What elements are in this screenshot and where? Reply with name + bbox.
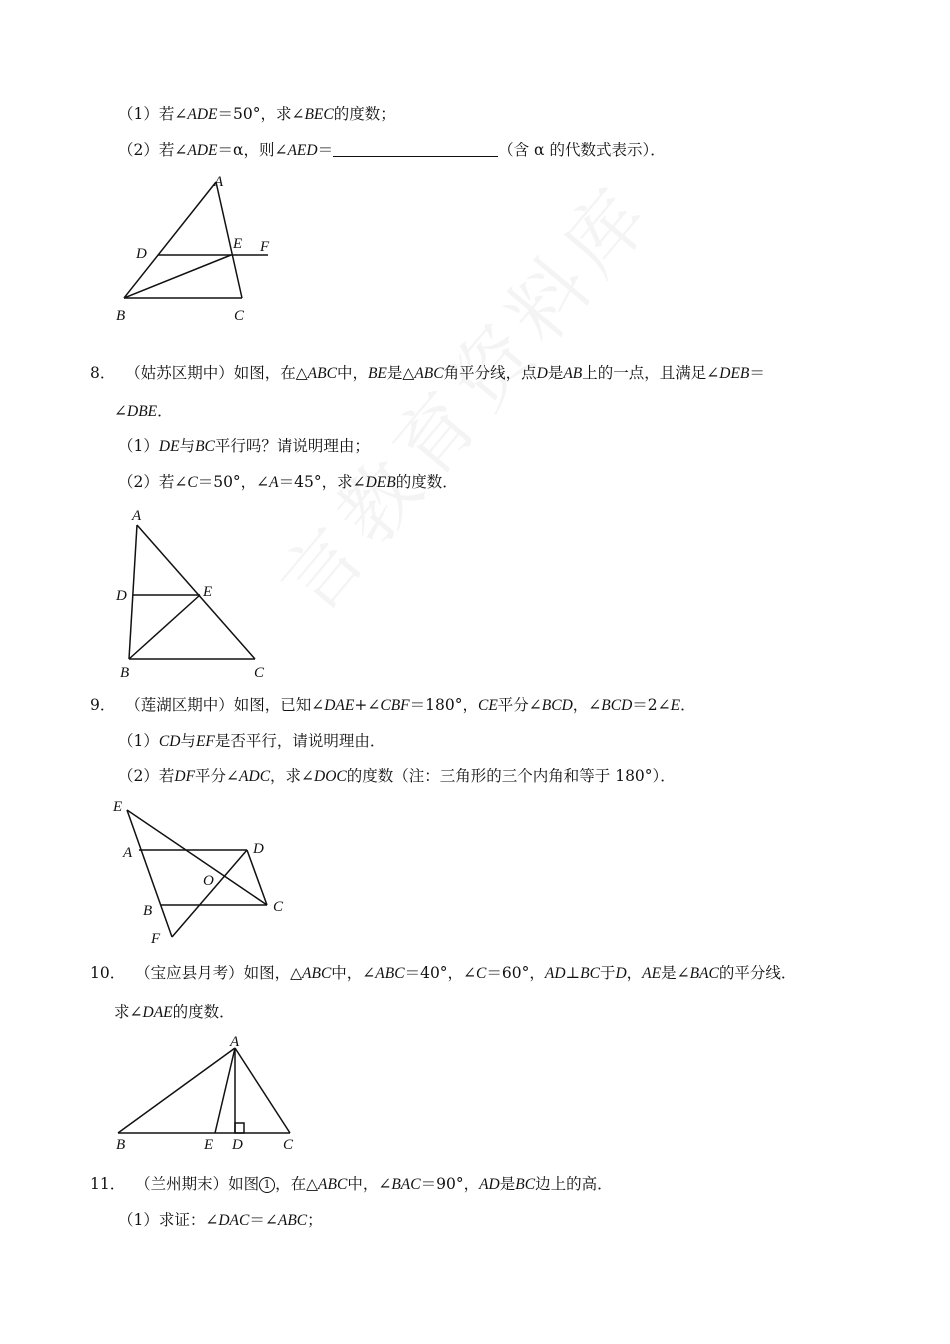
math-variable: ABC (277, 1212, 308, 1229)
q7-label-f: F (260, 239, 270, 255)
math-variable: CBF (380, 697, 410, 714)
figure-segment (137, 525, 255, 659)
math-variable: DAE (324, 697, 355, 714)
text-run: 中， (336, 364, 368, 382)
math-variable: DF (174, 768, 196, 785)
text-run: ＝2∠ (632, 696, 671, 714)
q11-part1 (118, 1210, 323, 1231)
q8-part2 (118, 472, 458, 493)
text-run: 9． (90, 696, 116, 714)
text-run: ∠ (114, 402, 127, 420)
text-run: 是 (547, 364, 564, 382)
figure-segment (172, 850, 247, 937)
text-run: 求∠ (114, 1003, 143, 1021)
text-run: ，∠ (572, 696, 602, 714)
q9-label-o: O (203, 873, 214, 889)
text-run: ， (626, 964, 643, 982)
q7-label-a: A (214, 174, 224, 190)
text-run: ＝ (749, 364, 765, 382)
math-variable: AED (287, 142, 318, 159)
text-run: 与 (179, 437, 196, 455)
q8-label-a: A (132, 508, 142, 524)
q7-label-d: D (136, 246, 147, 262)
math-variable: ABC (318, 1176, 348, 1193)
q10-label-c: C (283, 1137, 294, 1153)
text-run: （1） (118, 732, 159, 750)
q9-label-d: D (253, 841, 264, 857)
text-run: ＝60°， (486, 964, 545, 982)
q11-stem (90, 1174, 613, 1195)
answer-blank[interactable] (333, 142, 498, 157)
text-run: ＝180°， (409, 696, 478, 714)
q8-stem (90, 363, 765, 384)
figure-segment (129, 595, 200, 659)
math-variable: BEC (304, 106, 334, 123)
q9-label-b: B (143, 903, 153, 919)
text-run: 平分∠ (497, 696, 542, 714)
text-run: （含 α 的代数式表示）． (498, 141, 666, 159)
math-variable: ABC (307, 365, 337, 382)
q8-part1 (118, 436, 370, 457)
q9-stem (90, 695, 696, 716)
text-run: 是否平行，请说明理由． (214, 732, 386, 750)
q8-label-b: B (120, 665, 130, 681)
q10-figure (110, 1030, 310, 1155)
text-run: ； (307, 1211, 323, 1229)
right-angle-mark (235, 1123, 244, 1133)
text-run: ＝90°， (420, 1175, 480, 1193)
q7-figure (110, 170, 280, 330)
text-run: ． (680, 696, 696, 714)
q7-label-b: B (116, 308, 126, 324)
q8-label-d: D (116, 588, 127, 604)
math-variable: D (615, 965, 627, 982)
text-run: （1）求证：∠ (118, 1211, 219, 1229)
q9-label-c: C (273, 899, 284, 915)
math-variable: BCD (541, 697, 573, 714)
text-run: （1）若∠ (118, 105, 188, 123)
text-run: ，求∠ (270, 767, 315, 785)
q9-label-f: F (151, 931, 161, 947)
text-run: 于 (599, 964, 616, 982)
text-run: （莲湖区期中）如图，已知∠ (125, 696, 325, 714)
math-variable: ABC (414, 365, 444, 382)
text-run: 平分∠ (195, 767, 240, 785)
math-variable: ABC (375, 965, 405, 982)
text-run: 8． (90, 364, 116, 382)
text-run: 的度数（注：三角形的三个内角和等于 180°）． (346, 767, 676, 785)
math-variable: ABC (302, 965, 332, 982)
math-variable: BC (580, 965, 600, 982)
math-variable: BAC (689, 965, 719, 982)
text-run: 角平分线，点 (443, 364, 537, 382)
q7-label-c: C (234, 308, 245, 324)
text-run: （2）若∠ (118, 141, 188, 159)
figure-segment (129, 525, 137, 659)
text-run: 11． (90, 1175, 126, 1193)
text-run: 中，∠ (331, 964, 376, 982)
text-run: （宝应县月考）如图，△ (135, 964, 303, 982)
text-run: ＝ (317, 141, 334, 159)
math-variable: DOC (314, 768, 347, 785)
q9-part1 (118, 731, 385, 752)
q10-label-a: A (230, 1034, 240, 1050)
math-variable: A (269, 474, 279, 491)
figure-segment (247, 850, 267, 905)
text-run: ＝40°，∠ (404, 964, 477, 982)
text-run: ，在△ (275, 1175, 319, 1193)
math-variable: ADE (187, 106, 218, 123)
q7-part1 (118, 104, 396, 125)
text-run: ＝α，则∠ (217, 141, 288, 159)
text-run: ⊥ (565, 964, 581, 982)
q10-label-e: E (204, 1137, 214, 1153)
text-run: ＝50°，∠ (197, 473, 270, 491)
text-run: ＝45°，求∠ (278, 473, 366, 491)
math-variable: DAC (218, 1212, 250, 1229)
q10-stem-cont (114, 1002, 235, 1023)
q8-label-c: C (254, 665, 265, 681)
math-variable: BC (195, 438, 215, 455)
text-run: 上的一点，且满足∠ (582, 364, 720, 382)
q8-stem-cont (114, 401, 173, 422)
text-run: 的度数； (333, 105, 396, 123)
math-variable: DEB (365, 474, 396, 491)
figure-segment (127, 810, 267, 905)
text-run: ＝50°，求∠ (217, 105, 305, 123)
math-variable: DE (158, 438, 180, 455)
text-run: （1） (118, 437, 159, 455)
math-variable: C (476, 965, 487, 982)
figure-segment (235, 1048, 290, 1133)
math-variable: DBE (127, 403, 158, 420)
text-run: （兰州期末）如图 (135, 1175, 260, 1193)
text-run: 10． (90, 964, 126, 982)
math-variable: D (536, 365, 548, 382)
math-variable: CD (158, 733, 181, 750)
q9-label-a: A (123, 845, 133, 861)
math-variable: DEB (719, 365, 750, 382)
math-variable: CE (477, 697, 498, 714)
math-variable: AE (642, 965, 662, 982)
text-run: （2）若 (118, 767, 175, 785)
q9-label-e: E (113, 799, 123, 815)
text-run: （姑苏区期中）如图，在△ (125, 364, 308, 382)
q10-stem (90, 963, 796, 984)
text-run: 与 (180, 732, 196, 750)
math-variable: BE (367, 365, 387, 382)
text-run: 的度数． (395, 473, 458, 491)
q10-label-b: B (116, 1137, 126, 1153)
text-run: 是 (499, 1175, 516, 1193)
q7-part2 (118, 140, 666, 161)
q8-label-e: E (203, 584, 213, 600)
text-run: 的平分线． (718, 964, 797, 982)
text-run: 是△ (386, 364, 415, 382)
q8-figure (110, 505, 280, 685)
text-run: ． (157, 402, 173, 420)
text-run: 平行吗？请说明理由； (214, 437, 370, 455)
figure-segment (124, 182, 216, 298)
figure-number-circle: 1 (259, 1177, 275, 1193)
q9-figure (105, 795, 305, 955)
math-variable: DAE (142, 1004, 173, 1021)
text-run: ＝∠ (249, 1211, 278, 1229)
math-variable: AB (563, 365, 583, 382)
math-variable: AD (544, 965, 566, 982)
text-run: 中，∠ (347, 1175, 392, 1193)
text-run: 的度数． (172, 1003, 235, 1021)
q7-label-e: E (233, 236, 243, 252)
math-variable: EF (195, 733, 215, 750)
text-run: 边上的高． (535, 1175, 613, 1193)
math-variable: C (187, 474, 198, 491)
text-run: 是∠ (661, 964, 690, 982)
text-run: +∠ (354, 696, 381, 714)
math-variable: BAC (391, 1176, 421, 1193)
text-run: （2）若∠ (118, 473, 188, 491)
q9-part2 (118, 766, 676, 787)
q10-label-d: D (232, 1137, 243, 1153)
math-variable: ADC (239, 768, 271, 785)
math-variable: E (670, 697, 681, 714)
math-variable: AD (479, 1176, 500, 1193)
math-variable: ADE (187, 142, 218, 159)
math-variable: BCD (601, 697, 633, 714)
math-variable: BC (515, 1176, 536, 1193)
